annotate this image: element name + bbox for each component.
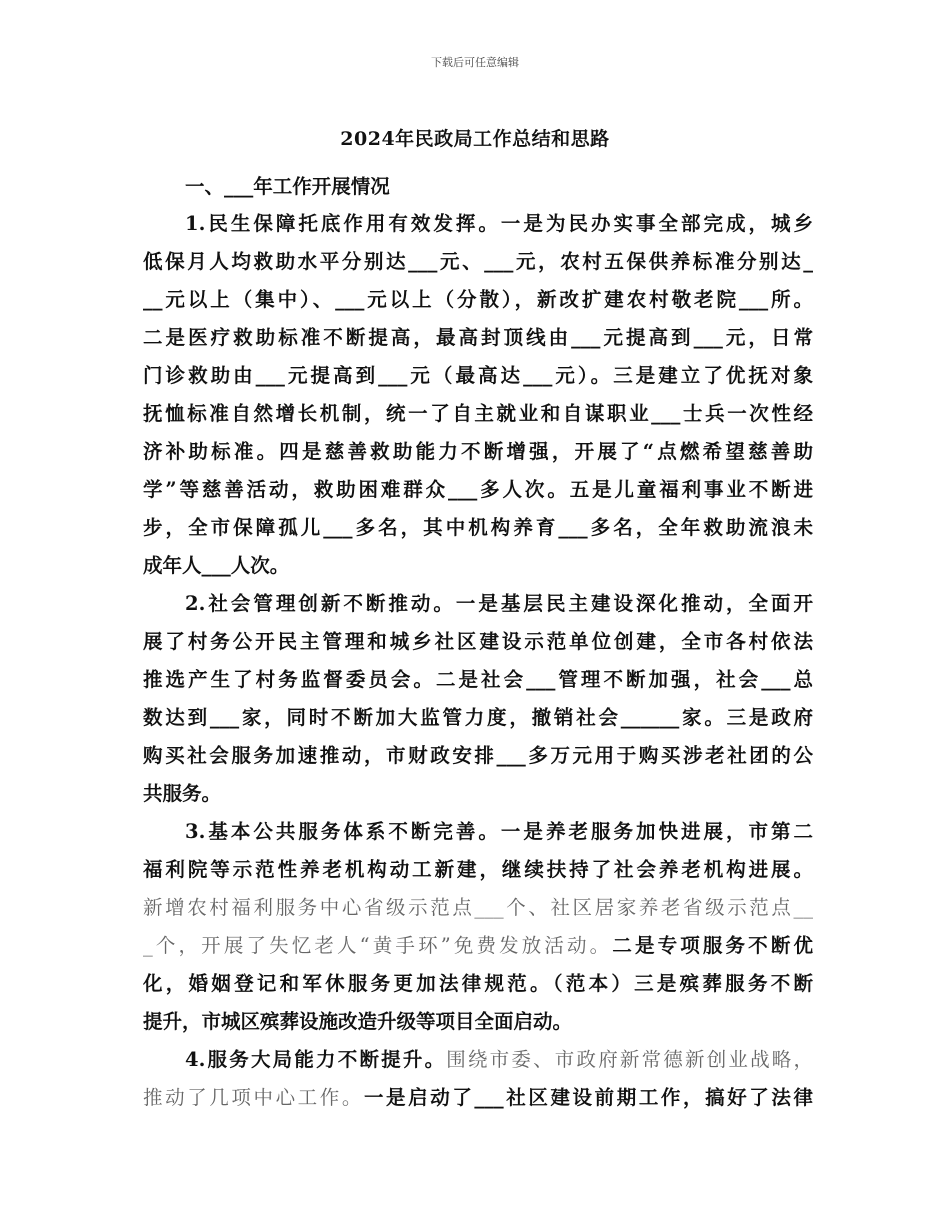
paragraph-line: 推选产生了村务监督委员会。二是社会___管理不断加强，社会___总 bbox=[143, 668, 813, 691]
paragraph-segment: 推动了几项中心工作。 bbox=[143, 1086, 364, 1109]
paragraph-line bbox=[143, 1079, 813, 1116]
paragraph-segment: 4.服务大局能力不断提升。 bbox=[185, 1048, 447, 1071]
paragraph-segment: 二是专项服务不断优 bbox=[612, 934, 813, 957]
paragraph-line: 新增农村福利服务中心省级示范点___个、社区居家养老省级示范点__ bbox=[143, 896, 813, 919]
paragraph-line: 数达到___家，同时不断加大监管力度，撤销社会______家。三是政府 bbox=[143, 706, 813, 729]
paragraph-line: 展了村务公开民主管理和城乡社区建设示范单位创建，全市各村依法 bbox=[143, 630, 813, 653]
page-header-note: 下载后可任意编辑 bbox=[431, 56, 519, 69]
paragraph-line: __元以上（集中）、___元以上（分散），新改扩建农村敬老院___所。 bbox=[143, 288, 813, 311]
paragraph-line bbox=[185, 1041, 813, 1078]
paragraph-segment: _个，开展了失忆老人“黄手环”免费发放活动。 bbox=[143, 934, 613, 957]
paragraph-line: 二是医疗救助标准不断提高，最高封顶线由___元提高到___元，日常 bbox=[143, 326, 813, 349]
document-title: 2024年民政局工作总结和思路 bbox=[340, 128, 610, 150]
paragraph-line bbox=[143, 927, 813, 964]
paragraph-line: 福利院等示范性养老机构动工新建，继续扶持了社会养老机构进展。 bbox=[143, 858, 813, 881]
section-heading: 一、___年工作开展情况 bbox=[185, 175, 390, 198]
paragraph-segment: 围绕市委、市政府新常德新创业战略， bbox=[446, 1048, 813, 1071]
paragraph-line: 1.民生保障托底作用有效发挥。一是为民办实事全部完成，城乡 bbox=[185, 212, 813, 235]
paragraph-line: 购买社会服务加速推动，市财政安排___多万元用于购买涉老社团的公 bbox=[143, 744, 813, 767]
paragraph-segment: 一是启动了___社区建设前期工作，搞好了法律 bbox=[363, 1086, 813, 1109]
paragraph-line: 化，婚姻登记和军休服务更加法律规范。（范本）三是殡葬服务不断 bbox=[143, 972, 813, 995]
paragraph-line: 共服务。 bbox=[143, 782, 222, 805]
paragraph-line: 成年人___人次。 bbox=[143, 554, 290, 577]
paragraph-line: 提升，市城区殡葬设施改造升级等项目全面启动。 bbox=[143, 1010, 573, 1033]
paragraph-line: 济补助标准。四是慈善救助能力不断增强，开展了“点燃希望慈善助 bbox=[143, 440, 813, 463]
paragraph-line: 学”等慈善活动，救助困难群众___多人次。五是儿童福利事业不断进 bbox=[143, 478, 813, 501]
paragraph-line: 2.社会管理创新不断推动。一是基层民主建设深化推动，全面开 bbox=[185, 592, 813, 615]
paragraph-line: 步，全市保障孤儿___多名，其中机构养育___多名，全年救助流浪未 bbox=[143, 516, 813, 539]
paragraph-line: 3.基本公共服务体系不断完善。一是养老服务加快进展，市第二 bbox=[185, 820, 813, 843]
paragraph-line: 抚恤标准自然增长机制，统一了自主就业和自谋职业___士兵一次性经 bbox=[143, 402, 813, 425]
paragraph-line: 低保月人均救助水平分别达___元、___元，农村五保供养标准分别达_ bbox=[143, 250, 813, 273]
paragraph-line: 门诊救助由___元提高到___元（最高达___元）。三是建立了优抚对象 bbox=[143, 364, 813, 387]
